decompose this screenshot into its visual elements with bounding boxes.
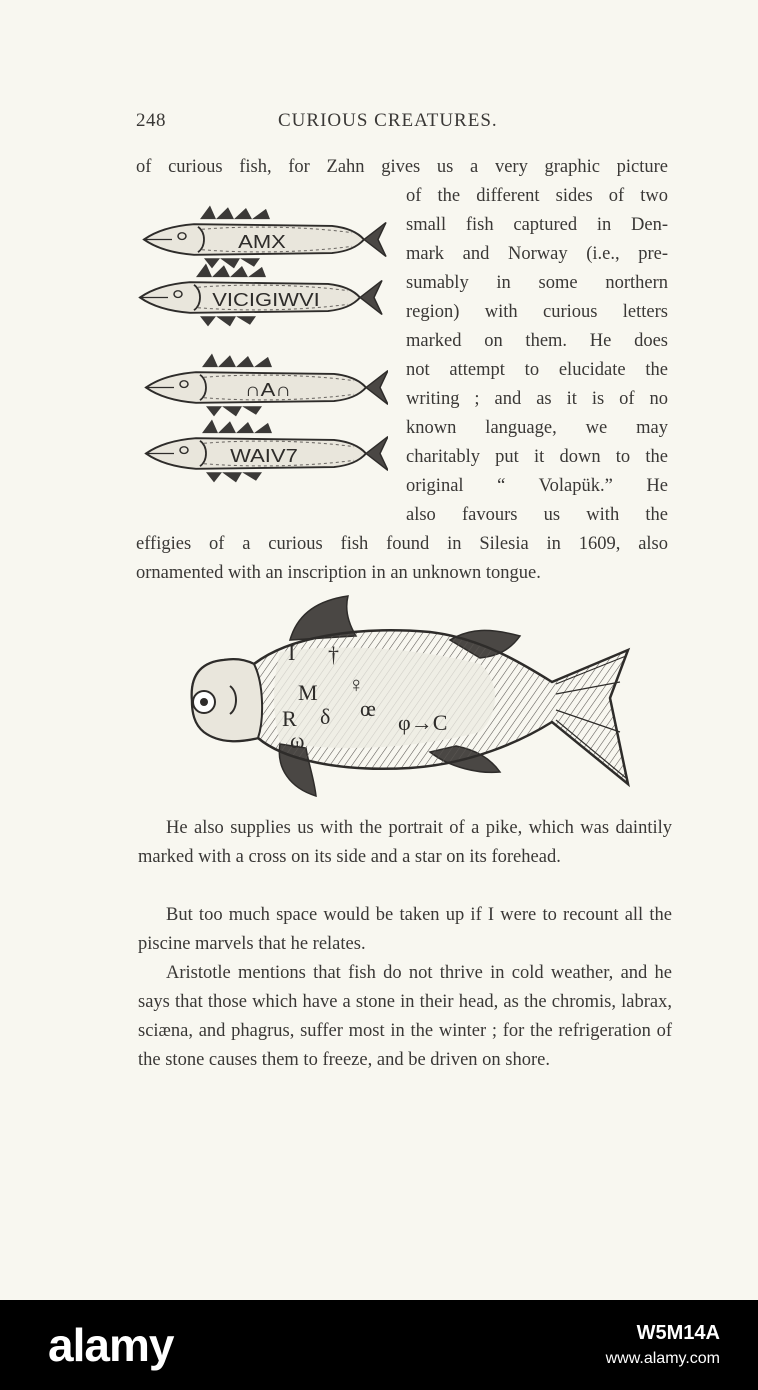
text-line: mark and Norway (i.e., pre- (406, 244, 668, 264)
silesia-fish-figure (180, 592, 635, 802)
brand-logo: alamy (48, 1319, 174, 1371)
inscribed-fish-figure (138, 200, 388, 510)
fish-mark: φ→C (398, 710, 448, 735)
text-line: not attempt to elucidate the (406, 360, 668, 380)
fish-inscription: WAIV7 (230, 446, 298, 467)
text-line: ornamented with an inscription in an unknown tongue. (136, 563, 541, 583)
fish-mark: ♀ (348, 672, 365, 697)
text-line: of the different sides of two (406, 186, 668, 206)
text-line: sumably in some northern (406, 273, 668, 293)
fish-mark: M (298, 680, 318, 705)
text-line: also favours us with the (406, 505, 668, 525)
paragraph-text: But too much space would be taken up if I were to recount all the piscine marvels that he relates. (138, 905, 672, 954)
page-header (136, 110, 676, 138)
site-url: www.alamy.com (605, 1350, 720, 1367)
text-line: small fish captured in Den- (406, 215, 668, 235)
image-id: W5M14A (636, 1322, 720, 1344)
fish-mark: ω (290, 728, 305, 753)
fish-mark: R (282, 706, 297, 731)
text-line: region) with curious letters (406, 302, 668, 322)
text-line: original “ Volapük.” He (406, 476, 668, 496)
text-line: charitably put it down to the (406, 447, 668, 467)
paragraph (138, 814, 672, 872)
paragraph (138, 959, 672, 1075)
text-line: effigies of a curious fish found in Silesia in 1609, also (136, 534, 668, 554)
text-line: of curious fish, for Zahn gives us a very graphic picture (136, 157, 668, 177)
paragraph (138, 901, 672, 959)
fish-inscription: VICIGIWVI (212, 290, 320, 311)
fish-mark: † (328, 642, 339, 667)
paragraph-text: Aristotle mentions that fish do not thrive in cold weather, and he says that those which have a stone in their head, as the chromis, labrax, sciæna, and phagrus, suffer most in the winter ; for the refrigeration of the stone causes them to freeze, and be driven on shore. (138, 963, 672, 1070)
text-line: writing ; and as it is of no (406, 389, 668, 409)
fish-mark: œ (360, 696, 376, 721)
running-title: CURIOUS CREATURES. (278, 110, 498, 131)
text-line: known language, we may (406, 418, 668, 438)
fish-mark: I (288, 640, 296, 665)
fish-inscription: AMX (238, 232, 286, 253)
fish-mark: δ (320, 704, 331, 729)
page-number: 248 (136, 110, 166, 131)
text-line: marked on them. He does (406, 331, 668, 351)
fish-inscription: ∩A∩ (244, 380, 292, 401)
paragraph-text: He also supplies us with the portrait of a pike, which was daintily marked with a cross on its side and a star on its forehead. (138, 818, 672, 867)
